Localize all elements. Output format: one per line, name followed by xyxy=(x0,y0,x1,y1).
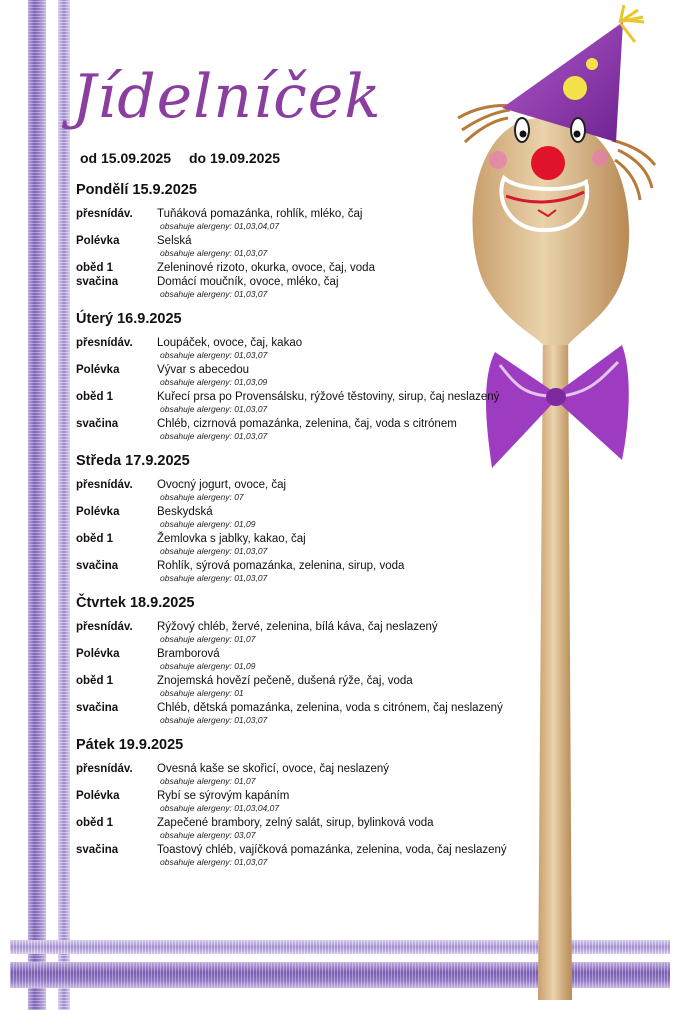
meal-name: Polévka xyxy=(76,364,120,376)
meal-row xyxy=(76,234,546,261)
meal-dish: Loupáček, ovoce, čaj, kakao xyxy=(157,337,303,349)
meal-row xyxy=(76,207,546,234)
meal-allergens: obsahuje alergeny: 01,03,07 xyxy=(160,715,268,725)
meal-body xyxy=(157,674,546,701)
day-section xyxy=(76,453,546,586)
meal-allergens: obsahuje alergeny: 01,03,09 xyxy=(160,377,268,387)
meal-name: oběd 1 xyxy=(76,391,114,403)
meal-row xyxy=(76,275,546,302)
meal-dish: Chléb, cizrnová pomazánka, zelenina, čaj, voda s citrónem xyxy=(157,418,457,430)
meal-body xyxy=(157,363,546,390)
meal-allergens: obsahuje alergeny: 01,09 xyxy=(160,661,256,671)
meal-body xyxy=(157,261,546,275)
date-from: od 15.09.2025 xyxy=(80,150,172,166)
meal-dish: Žemlovka s jablky, kakao, čaj xyxy=(157,533,306,545)
meal-dish: Toastový chléb, vajíčková pomazánka, zelenina, voda, čaj neslazený xyxy=(157,844,507,856)
meal-name: svačina xyxy=(76,560,119,572)
meal-row xyxy=(76,363,546,390)
menu-list xyxy=(76,182,546,879)
meal-dish: Ovocný jogurt, ovoce, čaj xyxy=(157,479,287,491)
meal-allergens: obsahuje alergeny: 01,03,04,07 xyxy=(160,221,280,231)
meal-name: přesnídáv. xyxy=(76,208,133,220)
meal-allergens: obsahuje alergeny: 01,03,07 xyxy=(160,404,268,414)
left-ribbon-inner xyxy=(58,0,70,1010)
meal-name: přesnídáv. xyxy=(76,621,133,633)
meal-allergens: obsahuje alergeny: 01,03,07 xyxy=(160,248,268,258)
meal-body xyxy=(157,207,546,234)
meal-body xyxy=(157,647,546,674)
meal-name: Polévka xyxy=(76,648,120,660)
meal-name: svačina xyxy=(76,418,119,430)
left-ribbon-outer xyxy=(28,0,46,1010)
meal-dish: Chléb, dětská pomazánka, zelenina, voda s citrónem, čaj neslazený xyxy=(157,702,503,714)
meal-row xyxy=(76,505,546,532)
meal-name: svačina xyxy=(76,276,119,288)
day-title: Čtvrtek 18.9.2025 xyxy=(76,595,195,611)
meal-name: svačina xyxy=(76,844,119,856)
meal-allergens: obsahuje alergeny: 01,03,07 xyxy=(160,431,268,441)
meal-name: Polévka xyxy=(76,790,120,802)
meal-allergens: obsahuje alergeny: 01,07 xyxy=(160,634,256,644)
meal-name: přesnídáv. xyxy=(76,479,133,491)
meal-body xyxy=(157,843,546,870)
meal-name: svačina xyxy=(76,702,119,714)
date-range xyxy=(80,150,294,166)
meal-row xyxy=(76,789,546,816)
meal-dish: Znojemská hovězí pečeně, dušená rýže, čaj, voda xyxy=(157,675,413,687)
meal-body xyxy=(157,701,546,728)
day-title: Pátek 19.9.2025 xyxy=(76,737,184,753)
meal-dish: Rybí se sýrovým kapáním xyxy=(157,790,290,802)
meal-body xyxy=(157,417,546,444)
meal-allergens: obsahuje alergeny: 01,03,07 xyxy=(160,573,268,583)
meal-dish: Rýžový chléb, žervé, zelenina, bílá káva, čaj neslazený xyxy=(157,621,438,633)
meal-allergens: obsahuje alergeny: 01,03,07 xyxy=(160,546,268,556)
meal-dish: Domácí moučník, ovoce, mléko, čaj xyxy=(157,276,339,288)
page-title: Jídelníček xyxy=(72,62,382,132)
meal-row xyxy=(76,647,546,674)
meal-allergens: obsahuje alergeny: 01,03,07 xyxy=(160,289,268,299)
meal-body xyxy=(157,390,546,417)
meal-row xyxy=(76,816,546,843)
day-section xyxy=(76,737,546,870)
meal-row xyxy=(76,336,546,363)
meal-dish: Selská xyxy=(157,235,192,247)
meal-body xyxy=(157,532,546,559)
day-title: Úterý 16.9.2025 xyxy=(76,311,182,327)
meal-dish: Bramborová xyxy=(157,648,220,660)
meal-allergens: obsahuje alergeny: 01,03,07 xyxy=(160,857,268,867)
meal-row xyxy=(76,701,546,728)
meal-body xyxy=(157,275,546,302)
meal-name: přesnídáv. xyxy=(76,763,133,775)
day-section xyxy=(76,595,546,728)
meal-body xyxy=(157,336,546,363)
meal-body xyxy=(157,816,546,843)
meal-row xyxy=(76,620,546,647)
meal-row xyxy=(76,478,546,505)
meal-row xyxy=(76,390,546,417)
day-section xyxy=(76,182,546,302)
meal-body xyxy=(157,762,546,789)
meal-dish: Beskydská xyxy=(157,506,213,518)
meal-name: Polévka xyxy=(76,506,120,518)
meal-body xyxy=(157,505,546,532)
meal-row xyxy=(76,762,546,789)
meal-allergens: obsahuje alergeny: 01,09 xyxy=(160,519,256,529)
meal-name: oběd 1 xyxy=(76,533,114,545)
date-to: do 19.09.2025 xyxy=(188,150,281,166)
meal-name: Polévka xyxy=(76,235,120,247)
meal-body xyxy=(157,559,546,586)
meal-allergens: obsahuje alergeny: 01,03,07 xyxy=(160,350,268,360)
meal-row xyxy=(76,417,546,444)
meal-dish: Zapečené brambory, zelný salát, sirup, bylinková voda xyxy=(157,817,434,829)
meal-dish: Kuřecí prsa po Provensálsku, rýžové těstoviny, sirup, čaj neslazený xyxy=(157,391,500,403)
meal-body xyxy=(157,620,546,647)
meal-name: přesnídáv. xyxy=(76,337,133,349)
meal-row xyxy=(76,532,546,559)
day-title: Středa 17.9.2025 xyxy=(76,453,190,469)
meal-row xyxy=(76,261,546,275)
meal-allergens: obsahuje alergeny: 03,07 xyxy=(160,830,256,840)
meal-dish: Zeleninové rizoto, okurka, ovoce, čaj, voda xyxy=(157,262,375,274)
meal-body xyxy=(157,478,546,505)
meal-dish: Rohlík, sýrová pomazánka, zelenina, sirup, voda xyxy=(157,560,405,572)
day-section xyxy=(76,311,546,444)
meal-row xyxy=(76,843,546,870)
meal-dish: Tuňáková pomazánka, rohlík, mléko, čaj xyxy=(157,208,363,220)
meal-allergens: obsahuje alergeny: 01,07 xyxy=(160,776,256,786)
meal-allergens: obsahuje alergeny: 07 xyxy=(160,492,244,502)
meal-body xyxy=(157,234,546,261)
day-title: Pondělí 15.9.2025 xyxy=(76,182,197,198)
meal-row xyxy=(76,674,546,701)
meal-body xyxy=(157,789,546,816)
meal-allergens: obsahuje alergeny: 01,03,04,07 xyxy=(160,803,280,813)
meal-name: oběd 1 xyxy=(76,817,114,829)
meal-dish: Vývar s abecedou xyxy=(157,364,250,376)
meal-allergens: obsahuje alergeny: 01 xyxy=(160,688,244,698)
meal-row xyxy=(76,559,546,586)
meal-name: oběd 1 xyxy=(76,262,114,274)
meal-dish: Ovesná kaše se skořicí, ovoce, čaj neslazený xyxy=(157,763,390,775)
meal-name: oběd 1 xyxy=(76,675,114,687)
